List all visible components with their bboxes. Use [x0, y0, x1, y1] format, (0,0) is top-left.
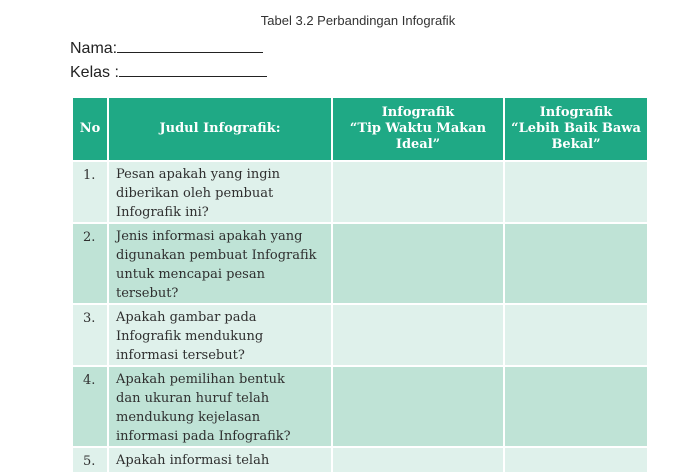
- row-question: Apakah pemilihan bentuk dan ukuran huruf telah mendukung kejelasan informasi pada Infografik?: [108, 366, 332, 447]
- table-row: [72, 447, 648, 473]
- table-row: [72, 223, 648, 304]
- header-infografik-1: Infografik “Tip Waktu Makan Ideal”: [332, 97, 504, 161]
- answer-cell-infografik-1[interactable]: [332, 161, 504, 223]
- header-infografik-2: Infografik “Lebih Baik Bawa Bekal”: [504, 97, 648, 161]
- row-number: 3.: [72, 304, 108, 366]
- answer-cell-infografik-2[interactable]: [504, 223, 648, 304]
- row-question: Apakah informasi telah: [108, 447, 332, 473]
- answer-cell-infografik-2[interactable]: [504, 447, 648, 473]
- table-row: [72, 161, 648, 223]
- table-row: [72, 366, 648, 447]
- answer-cell-infografik-1[interactable]: [332, 447, 504, 473]
- row-question: Pesan apakah yang ingin diberikan oleh pembuat Infografik ini?: [108, 161, 332, 223]
- name-label: Nama:: [70, 40, 118, 57]
- answer-cell-infografik-2[interactable]: [504, 366, 648, 447]
- header-judul: Judul Infografik:: [108, 97, 332, 161]
- answer-cell-infografik-2[interactable]: [504, 304, 648, 366]
- answer-cell-infografik-1[interactable]: [332, 223, 504, 304]
- name-field: [70, 38, 263, 58]
- row-number: 5.: [72, 447, 108, 473]
- row-number: 4.: [72, 366, 108, 447]
- row-number: 2.: [72, 223, 108, 304]
- class-label: Kelas :: [70, 64, 119, 81]
- class-blank-line[interactable]: [119, 62, 267, 77]
- table-row: [72, 304, 648, 366]
- table-header-row: [72, 97, 648, 161]
- class-field: [70, 62, 267, 82]
- answer-cell-infografik-1[interactable]: [332, 366, 504, 447]
- row-number: 1.: [72, 161, 108, 223]
- name-blank-line[interactable]: [117, 38, 263, 53]
- table-caption: Tabel 3.2 Perbandingan Infografik: [260, 13, 456, 28]
- answer-cell-infografik-2[interactable]: [504, 161, 648, 223]
- comparison-table: [71, 96, 649, 474]
- header-no: No: [72, 97, 108, 161]
- row-question: Jenis informasi apakah yang digunakan pembuat Infografik untuk mencapai pesan tersebut?: [108, 223, 332, 304]
- row-question: Apakah gambar pada Infografik mendukung informasi tersebut?: [108, 304, 332, 366]
- answer-cell-infografik-1[interactable]: [332, 304, 504, 366]
